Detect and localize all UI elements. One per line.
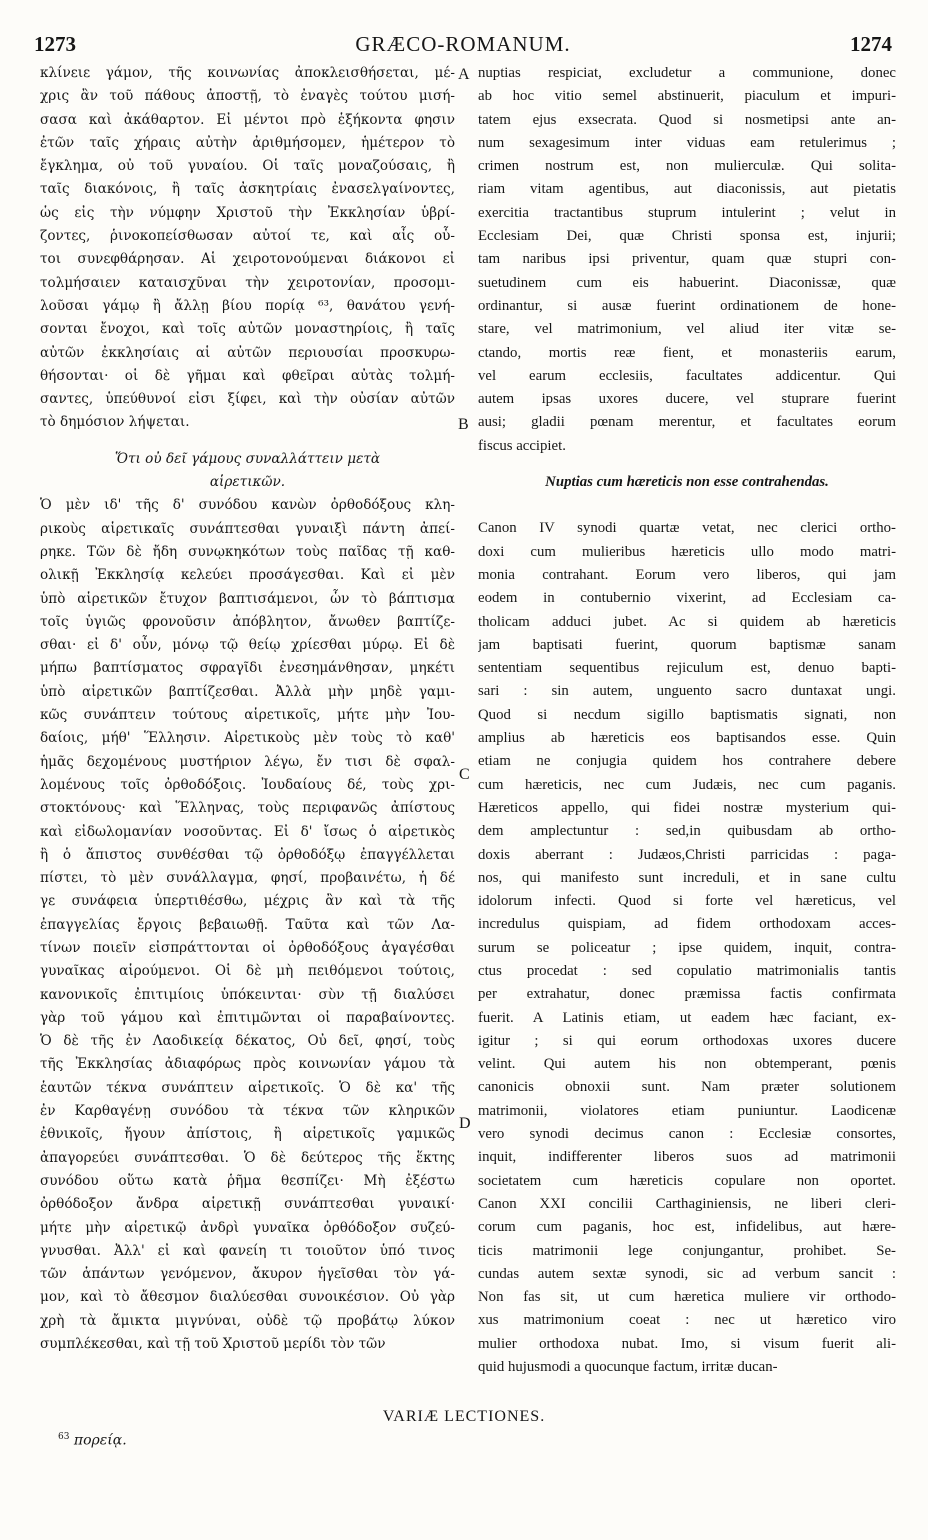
greek-text-line: σθαι· εἰ δ' οὖν, μόνῳ τῷ θείῳ χρίεσθαι μύρῳ. Εἰ δὲ (40, 637, 455, 654)
latin-text-line: num sexagesimum inter viduas eam retulerimus ; (478, 134, 896, 151)
greek-text-line: συνόδου οὕτω κατὰ ῥῆμα θεσπίζει· Μὴ ἐξέστω (40, 1172, 455, 1189)
greek-text-line: ταῖς διακόνοις, ἢ ταῖς ἀσκητρίαις ἐνασελγαίνοντες, (40, 181, 455, 198)
greek-text-line: κλίνειε γάμον, τῆς κοινωνίας ἀποκλεισθήσεται, μέ- (40, 65, 455, 81)
margin-letter-c: C (459, 766, 470, 783)
latin-text-line: quid hujusmodi a quocunque factum, irritæ ducan- (478, 1359, 778, 1376)
greek-text-line: ρηκε. Τῶν δὲ ἤδη συνῳκηκότων τοὺς παῖδας τῇ καθ- (40, 543, 455, 560)
greek-text-line: ρικοὺς αἱρετικαῖς συνάπτεσθαι γυναιξὶ πάντη ἀπεί- (40, 520, 455, 537)
latin-text-line: doxi cum mulieribus hæreticis ullo modo matri- (478, 543, 896, 560)
greek-text-line: ἐπαγγελίας ἔργοις βεβαιωθῇ. Ταῦτα καὶ τῶν Λα- (40, 916, 455, 933)
greek-text-line: γυναῖκας αἱρούμενοι. Οἱ δὲ μὴ πειθόμενοι τούτοις, (40, 963, 455, 980)
page-number-right: 1274 (850, 32, 892, 56)
greek-text-line: ἢ ὁ ἄπιστος συνθέσθαι τῷ ὀρθοδόξῳ ἐπαγγέλλεται (40, 846, 455, 863)
greek-text-line: ἐν Καρθαγένῃ συνόδου τὰ τέκνα τῶν κληρικῶν (40, 1103, 455, 1120)
greek-text-line: ἐτῶν ταῖς χήραις αὐτὴν ἀριθμήσομεν, ἡμέτερον τὸ (40, 134, 455, 151)
greek-text-line: μον, καὶ τὸ ἄθεσμον διαλύεσθαι συνοικέσιον. Οὐ γὰρ (40, 1289, 455, 1306)
page-number-left: 1273 (34, 32, 76, 56)
latin-text-line: ticis matrimonii lege conjungantur, prohibet. Se- (478, 1242, 896, 1259)
latin-text-line: tam naribus ipsi priventur, quam quæ stupri con- (478, 251, 896, 268)
latin-text-line: per extrahatur, donec præmissa factis confirmata (478, 986, 896, 1003)
greek-text-line: χρις ἂν τοῦ πάθους ἀποστῇ, τὸ ἐναγὲς τούτου μισή- (40, 88, 455, 105)
latin-text-line: ctando, mortis reæ fient, et monasteriis earum, (478, 344, 896, 361)
latin-text-line: Hæreticos appello, qui fidei nostræ mysterium qui- (478, 799, 896, 816)
greek-text-line: μήτε μὴν αἱρετικῷ ἀνδρὶ γυναῖκα ὀρθόδοξον συζεύ- (40, 1219, 455, 1236)
latin-text-line: cundas autem sextæ synodi, sic ad verbum sancit : (478, 1265, 896, 1282)
margin-letter-d: D (459, 1115, 471, 1132)
latin-text-line: Non fas sit, ut cum hæretica muliere vir orthodo- (478, 1289, 896, 1306)
greek-text-line: ὑπὸ αἱρετικῶν βαπτίζεσθαι. Ἀλλὰ μὴν μηδὲ γαμι- (40, 683, 455, 700)
latin-text-line: riam vitam agentibus, aut diaconissis, aut pietatis (478, 181, 896, 198)
greek-text-line: Ὁ μὲν ιδ' τῆς δ' συνόδου κανὼν ὀρθοδόξους κλη- (40, 497, 455, 514)
latin-text-line: incredulus quispiam, ad fidem orthodoxam acces- (478, 916, 896, 933)
greek-text-line: συμπλέκεσθαι, καὶ τῇ τοῦ Χριστοῦ μερίδι τὸν τῶν (40, 1336, 386, 1353)
latin-text-line: vel earum ecclesiis, facultates addicentur. Qui (478, 367, 896, 384)
latin-text-line: canonicis obnoxii sunt. Nam præter solutionem (478, 1079, 896, 1096)
latin-text-line: stare, vel matrimonium, vel aliud iter vitæ se- (478, 321, 896, 338)
greek-text-line: γὰρ τοῦ γάμου καὶ ἐπιτιμῶνται οἱ παραβαίνοντες. (40, 1009, 455, 1026)
latin-text-line: autem ipsas uxores ducere, vel stuprare fuerint (478, 391, 896, 408)
greek-text-line: τολμήσαιεν καταισχῦναι τὴν χειροτονίαν, προσομι- (40, 274, 455, 291)
running-title: GRÆCO-ROMANUM. (355, 32, 571, 56)
greek-text-line: στοκτόνους· καὶ Ἕλληνας, τοὺς περιφανῶς ἀπίστους (40, 800, 455, 817)
latin-text-line: cum hæreticis, nec cum Judæis, nec cum paganis. (478, 776, 896, 793)
latin-text-line: nuptias respiciat, excludetur a communione, donec (478, 65, 896, 81)
latin-text-line: etiam ne conjugia quidem hos contrahere debere (478, 753, 896, 770)
greek-text-line: θήσονται· οἱ δὲ γῆμαι καὶ φθεῖραι αὐτὰς τολμή- (40, 367, 455, 384)
greek-text-line: τίνων ποιεῖν εἰσπράττονται οἱ ὀρθοδόξους ἀγαγέσθαι (40, 939, 455, 956)
latin-text-line: idolorum infecti. Quod si forte vel hæreticus, vel (478, 893, 896, 910)
latin-text-line: crimen nostrum est, non mulierculæ. Qui solita- (478, 158, 896, 175)
greek-text-line: πίστει, τὸ μὲν συνάλλαγμα, φησί, προβαινέτω, ἡ δέ (40, 870, 455, 887)
latin-text-line: corum cum paganis, hoc est, infidelibus, aut hære- (478, 1219, 896, 1236)
latin-text-line: societatem cum hæreticis copulare non oportet. (478, 1172, 896, 1189)
latin-text-line: igitur ; si qui eorum orthodoxas uxores ducere (478, 1032, 896, 1049)
greek-section-heading: αἱρετικῶν. (209, 474, 286, 491)
greek-text-line: ἔγκλημα, οὐ τοῦ γυναίου. Οἱ ταῖς μοναζούσαις, ἢ (40, 158, 455, 175)
latin-text-line: fiscus accipiet. (478, 437, 566, 454)
latin-text-line: Quod si necdum sigillo baptismatis signati, non (478, 706, 896, 723)
greek-text-line: λομένους τοῖς ὀρθοδόξοις. Ἰουδαίους δέ, τοὺς χρι- (40, 776, 455, 793)
latin-text-line: exercitia tractantibus stuprum intulerint ; velut in (478, 204, 896, 221)
latin-text-line: jam baptisati fuerint, quorum baptismæ sanam (478, 636, 896, 653)
latin-text-line: Ecclesiam Dei, quæ Christi sponsa est, injurii; (478, 228, 896, 245)
greek-text-line: δαίοις, μήθ' Ἕλλησιν. Αἱρετικοὺς μὲν τοὺς τὸ καθ' (40, 730, 455, 747)
greek-text-line: γε συνάφεια ὑπερτιθέσθω, μέχρις ἂν καὶ τὰ τῆς (40, 893, 455, 910)
latin-text-line: surum se policeatur ; ipse quidem, inquit, contra- (478, 939, 896, 956)
greek-text-line: τῆς Ἐκκλησίας ἀδιαφόρως πρὸς κοινωνίαν γάμου τὰ (40, 1056, 455, 1073)
footnote (58, 1432, 127, 1449)
latin-text-line: sari : sin autem, unguento sacro duntaxat ungi. (478, 683, 896, 700)
greek-text-line: ἑαυτῶν τέκνα συνάπτειν αἱρετικοῖς. Ὁ δὲ κα' τῆς (40, 1079, 455, 1096)
latin-text-line: doxis aberrant : Judæos,Christi parricidas : paga- (478, 846, 896, 863)
greek-text-line: καὶ εἰδωλομανίαν νοσοῦντας. Εἰ δ' ἴσως ὁ αἱρετικὸς (40, 823, 455, 840)
greek-column (40, 62, 455, 1356)
latin-text-line: xus matrimonium coeat : nec ut hæretico viro (478, 1312, 896, 1329)
greek-text-line: τοῖς ὑγιῶς φρονοῦσιν ἀπόβλητον, ἄνωθεν βαπτίζε- (40, 613, 455, 630)
margin-letter-a: A (458, 66, 470, 83)
latin-column (478, 62, 896, 1379)
greek-text-line: ἡμᾶς δεχομένους μυστήριον λέγω, ἔν τισι δὲ σφαλ- (40, 753, 455, 770)
greek-text-line: σασα καὶ ἀκάθαρτον. Εἰ μέντοι πρὸ ἑξήκοντα φησιν (40, 111, 455, 128)
latin-text-line: mulier orthodoxa nubat. Imo, si visum fuerit ali- (478, 1335, 896, 1352)
latin-text-line: tatem ejus exsecrata. Quod si nosmetipsi ante an- (478, 111, 896, 128)
latin-text-line: matrimonii, violatores etiam puniuntur. Laodicenæ (478, 1102, 896, 1119)
greek-section-heading: Ὅτι οὐ δεῖ γάμους συναλλάττειν μετὰ (114, 450, 381, 467)
greek-text-line: μήπω βαπτίσματος σφραγῖδι ἐνεσημάνθησαν, μηκέτι (40, 660, 455, 677)
greek-text-line: αὐτῶν ἐκκλησίαις αἱ αὐτῶν περιουσίαι προσκυρω- (40, 344, 455, 361)
greek-text-line: τοι συνεφθάρησαν. Αἱ χειροτονούμεναι διάκονοι εἰ (40, 251, 455, 268)
latin-text-line: tholicam adduci jubet. Ac si quidem ab hæreticis (478, 613, 896, 630)
greek-text-line: γνυσθαι. Ἀλλ' εἰ καὶ φανείη τι τοιοῦτον ὑπό τινος (40, 1242, 455, 1259)
latin-text-line: ordinantur, si ausæ fuerint ordinationem de hone- (478, 297, 896, 314)
variae-lectiones-heading: VARIÆ LECTIONES. (382, 1408, 546, 1425)
footnote-text: πορείᾳ. (73, 1432, 127, 1449)
latin-text-line: sententiam sequentibus rejiculum est, denuo bapti- (478, 660, 896, 677)
latin-text-line: amplius ab hæreticis eos baptisandos esse. Quin (478, 730, 896, 747)
greek-text-line: κῶς συνάπτειν τούτους αἱρετικοῖς, μήτε μὴν Ἰου- (40, 707, 455, 724)
latin-text-line: dem amplectuntur : sed,in quibusdam ab ortho- (478, 823, 896, 840)
latin-text-line: inquit, indifferenter liberos suos ad matrimonii (478, 1149, 896, 1166)
latin-text-line: ausi; gladii pœnam merentur, et facultates eorum (478, 414, 896, 431)
latin-text-line: ab hoc vitio semel abstinuerit, piaculum et impuri- (478, 88, 896, 105)
latin-text-line: eodem in contubernio vixerint, ad Ecclesiam ca- (478, 590, 896, 607)
greek-text-line: ὡς εἰς τὴν νύμφην Χριστοῦ τὴν Ἐκκλησίαν ὑβρί- (40, 204, 455, 221)
footnote-number: 63 (58, 1432, 70, 1442)
latin-text-line: monia contrahant. Eorum vero liberos, qui jam (478, 566, 896, 583)
latin-text-line: velint. Qui autem his non obtemperant, pœnis (478, 1056, 896, 1073)
greek-text-line: ὑπὸ αἱρετικῶν ἔτυχον βαπτισάμενοι, ὧν τὸ βάπτισμα (40, 590, 455, 607)
margin-letter-b: B (458, 416, 469, 433)
latin-text-line: nos, qui manifesto sunt increduli, et in sane cultu (478, 869, 896, 886)
greek-text-line: χρὴ τὰ ἄμικτα μιγνύναι, οὐδὲ τῷ προβάτῳ λύκον (40, 1312, 455, 1329)
latin-text-line: ctus procedat : sed copulatio matrimonialis tantis (478, 962, 896, 979)
latin-text-line: vero synodi decimus canon : Ecclesiæ consortes, (478, 1126, 896, 1143)
greek-text-line: ολικῇ Ἐκκλησίᾳ κελεύει προσάγεσθαι. Καὶ εἰ μὲν (40, 567, 455, 584)
latin-text-line: suetudinem cum eis habuerint. Diaconissæ, quæ (478, 274, 896, 291)
greek-text-line: σαντες, ὑπεύθυνοί εἰσι ξίφει, καὶ τὴν οὐσίαν αὐτῶν (40, 391, 455, 408)
greek-text-line: κανονικοῖς ἐπιτιμίοις ὑπόκεινται· σὺν τῇ διαλύσει (40, 986, 455, 1003)
latin-section-heading: Nuptias cum hæreticis non esse contrahendas. (545, 474, 829, 491)
greek-text-line: ἀπαγορεύει συνάπτεσθαι. Ὁ δὲ δεύτερος τῆς ἕκτης (40, 1149, 455, 1166)
page-header (34, 32, 892, 58)
greek-text-line: ὀρθόδοξον ἄνδρα αἱρετικῇ συνάπτεσθαι γυναικί· (40, 1196, 455, 1213)
latin-text-line: Canon IV synodi quartæ vetat, nec clerici ortho- (478, 520, 896, 537)
greek-text-line: σονται ἔνοχοι, καὶ τοῖς αὐτῶν μοναστηρίοις, ἢ ταῖς (40, 321, 455, 338)
greek-text-line: τῶν ἁπάντων γενόμενον, ἄκυρον ἡγεῖσθαι τὸν γά- (40, 1266, 455, 1283)
latin-text-line: Canon XXI concilii Carthaginiensis, ne liberi cleri- (478, 1195, 896, 1212)
greek-text-line: τὸ δημόσιον λήψεται. (40, 414, 190, 431)
latin-text-line: fuerit. A Latinis etiam, ut eadem hæc faciant, ex- (478, 1009, 896, 1026)
greek-text-line: λοῦσαι γάμῳ ἢ ἄλλῃ βίου πορίᾳ ⁶³, θανάτου γενή- (40, 297, 455, 314)
greek-text-line: ζοντες, ῥινοκοπείσθωσαν αὐτοί τε, καὶ αἷς οὗ- (40, 228, 455, 245)
greek-text-line: Ὁ δὲ τῆς ἐν Λαοδικείᾳ δέκατος, Οὐ δεῖ, φησί, τοὺς (40, 1033, 455, 1050)
greek-text-line: ἐθνικοῖς, ἤγουν ἀπίστοις, ἢ αἱρετικοῖς γαμικῶς (40, 1126, 455, 1143)
